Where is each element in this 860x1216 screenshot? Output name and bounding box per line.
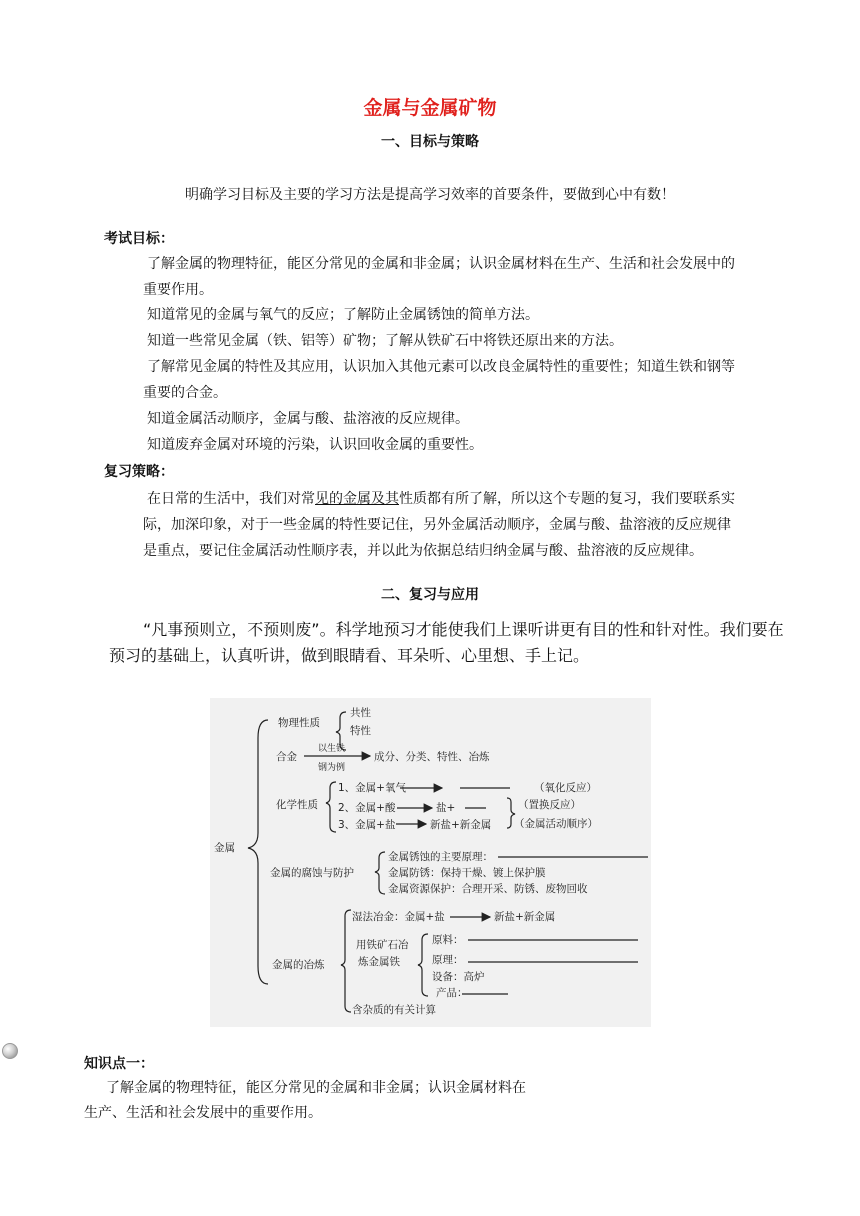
diagram-product: 产品： <box>436 987 468 999</box>
strategy-text: 在日常的生活中，我们对常 <box>147 491 315 507</box>
strategy-label: 复习策略： <box>104 464 174 480</box>
diagram-node-smelting: 金属的冶炼 <box>272 959 325 971</box>
diagram-wet-product: 新盐+新金属 <box>494 911 556 923</box>
diagram-node-chem: 化学性质 <box>276 799 318 811</box>
main-brace <box>248 720 268 984</box>
diagram-raw: 原料： <box>432 934 464 946</box>
diagram-corrosion-1: 金属锈蚀的主要原理： <box>388 851 493 863</box>
section-heading-review: 二、复习与应用 <box>381 587 479 603</box>
bullet-icon <box>2 1043 18 1059</box>
goal-line: 了解常见金属的特性及其应用，认识加入其他元素可以改良金属特性的重要性；知道生铁和钢等 <box>147 359 735 375</box>
diagram-corrosion-2: 金属防锈：保持干燥、镀上保护膜 <box>388 867 546 879</box>
diagram-node-physical: 物理性质 <box>278 717 320 729</box>
goals-label: 考试目标： <box>104 231 174 247</box>
diagram-alloy-items: 成分、分类、特性、冶炼 <box>374 751 490 763</box>
diagram-chem-1: 1、金属+氧气 <box>338 782 406 794</box>
diagram-node-alloy: 合金 <box>276 751 297 763</box>
strategy-underlined-text: 见的金属及其 <box>315 491 399 507</box>
concept-map <box>210 698 651 1027</box>
diagram-chem-2-product: 盐+ <box>436 802 456 814</box>
diagram-principle: 原理： <box>432 954 464 966</box>
goal-line: 知道常见的金属与氧气的反应；了解防止金属锈蚀的简单方法。 <box>147 307 539 323</box>
knowledge-line: 生产、生活和社会发展中的重要作用。 <box>84 1105 322 1121</box>
diagram-alloy-bottom: 钢为例 <box>318 763 346 773</box>
diagram-chem-3-product: 新盐+新金属 <box>430 819 492 831</box>
page-title: 金属与金属矿物 <box>363 97 497 119</box>
diagram-iron-line1: 用铁矿石冶 <box>356 939 409 951</box>
section-heading-goals: 一、目标与策略 <box>381 134 479 150</box>
diagram-node-corrosion: 金属的腐蚀与防护 <box>270 867 354 879</box>
strategy-text: 性质都有所了解，所以这个专题的复习，我们要联系实 <box>399 491 735 507</box>
diagram-wet-smelting: 湿法冶金：金属+盐 <box>352 911 445 923</box>
diagram-reaction-substitution: （置换反应） <box>518 799 581 811</box>
quote-line: “凡事预则立，不预则废”。科学地预习才能使我们上课听讲更有目的性和针对性。我们要在 <box>143 620 784 639</box>
diagram-reaction-oxidation: （氧化反应） <box>534 782 597 794</box>
diagram-chem-2: 2、金属+酸 <box>338 802 396 814</box>
diagram-root-label: 金属 <box>214 842 235 854</box>
goal-line: 知道金属活动顺序，金属与酸、盐溶液的反应规律。 <box>147 411 469 427</box>
diagram-impurity: 含杂质的有关计算 <box>352 1004 436 1016</box>
quote-line: 预习的基础上，认真听讲，做到眼睛看、耳朵听、心里想、手上记。 <box>109 646 590 665</box>
diagram-chem-3: 3、金属+盐 <box>338 819 396 831</box>
diagram-corrosion-3: 金属资源保护：合理开采、防锈、废物回收 <box>388 883 588 895</box>
knowledge-label: 知识点一： <box>84 1056 154 1072</box>
strategy-line: 是重点，要记住金属活动性顺序表，并以此为依据总结归纳金属与酸、盐溶液的反应规律。 <box>143 543 703 559</box>
intro-text: 明确学习目标及主要的学习方法是提高学习效率的首要条件，要做到心中有数！ <box>185 187 675 203</box>
diagram-reaction-activity: （金属活动顺序） <box>514 818 598 830</box>
diagram-iron-line2: 炼金属铁 <box>358 956 400 968</box>
diagram-node-common: 共性 <box>350 707 371 719</box>
diagram-alloy-top: 以生铁 <box>318 744 346 754</box>
goal-line: 知道一些常见金属（铁、铝等）矿物；了解从铁矿石中将铁还原出来的方法。 <box>147 333 623 349</box>
goal-line: 重要的合金。 <box>143 385 227 401</box>
goal-line: 了解金属的物理特征，能区分常见的金属和非金属；认识金属材料在生产、生活和社会发展中的 <box>147 256 735 272</box>
goal-line: 重要作用。 <box>143 282 213 298</box>
diagram-equipment: 设备：高炉 <box>432 971 485 983</box>
strategy-line <box>147 486 735 512</box>
knowledge-line: 了解金属的物理特征，能区分常见的金属和非金属；认识金属材料在 <box>106 1080 526 1096</box>
diagram-node-special: 特性 <box>350 725 371 737</box>
goal-line: 知道废弃金属对环境的污染，认识回收金属的重要性。 <box>147 437 483 453</box>
strategy-line: 际，加深印象，对于一些金属的特性要记住，另外金属活动顺序，金属与酸、盐溶液的反应规律 <box>143 517 731 533</box>
